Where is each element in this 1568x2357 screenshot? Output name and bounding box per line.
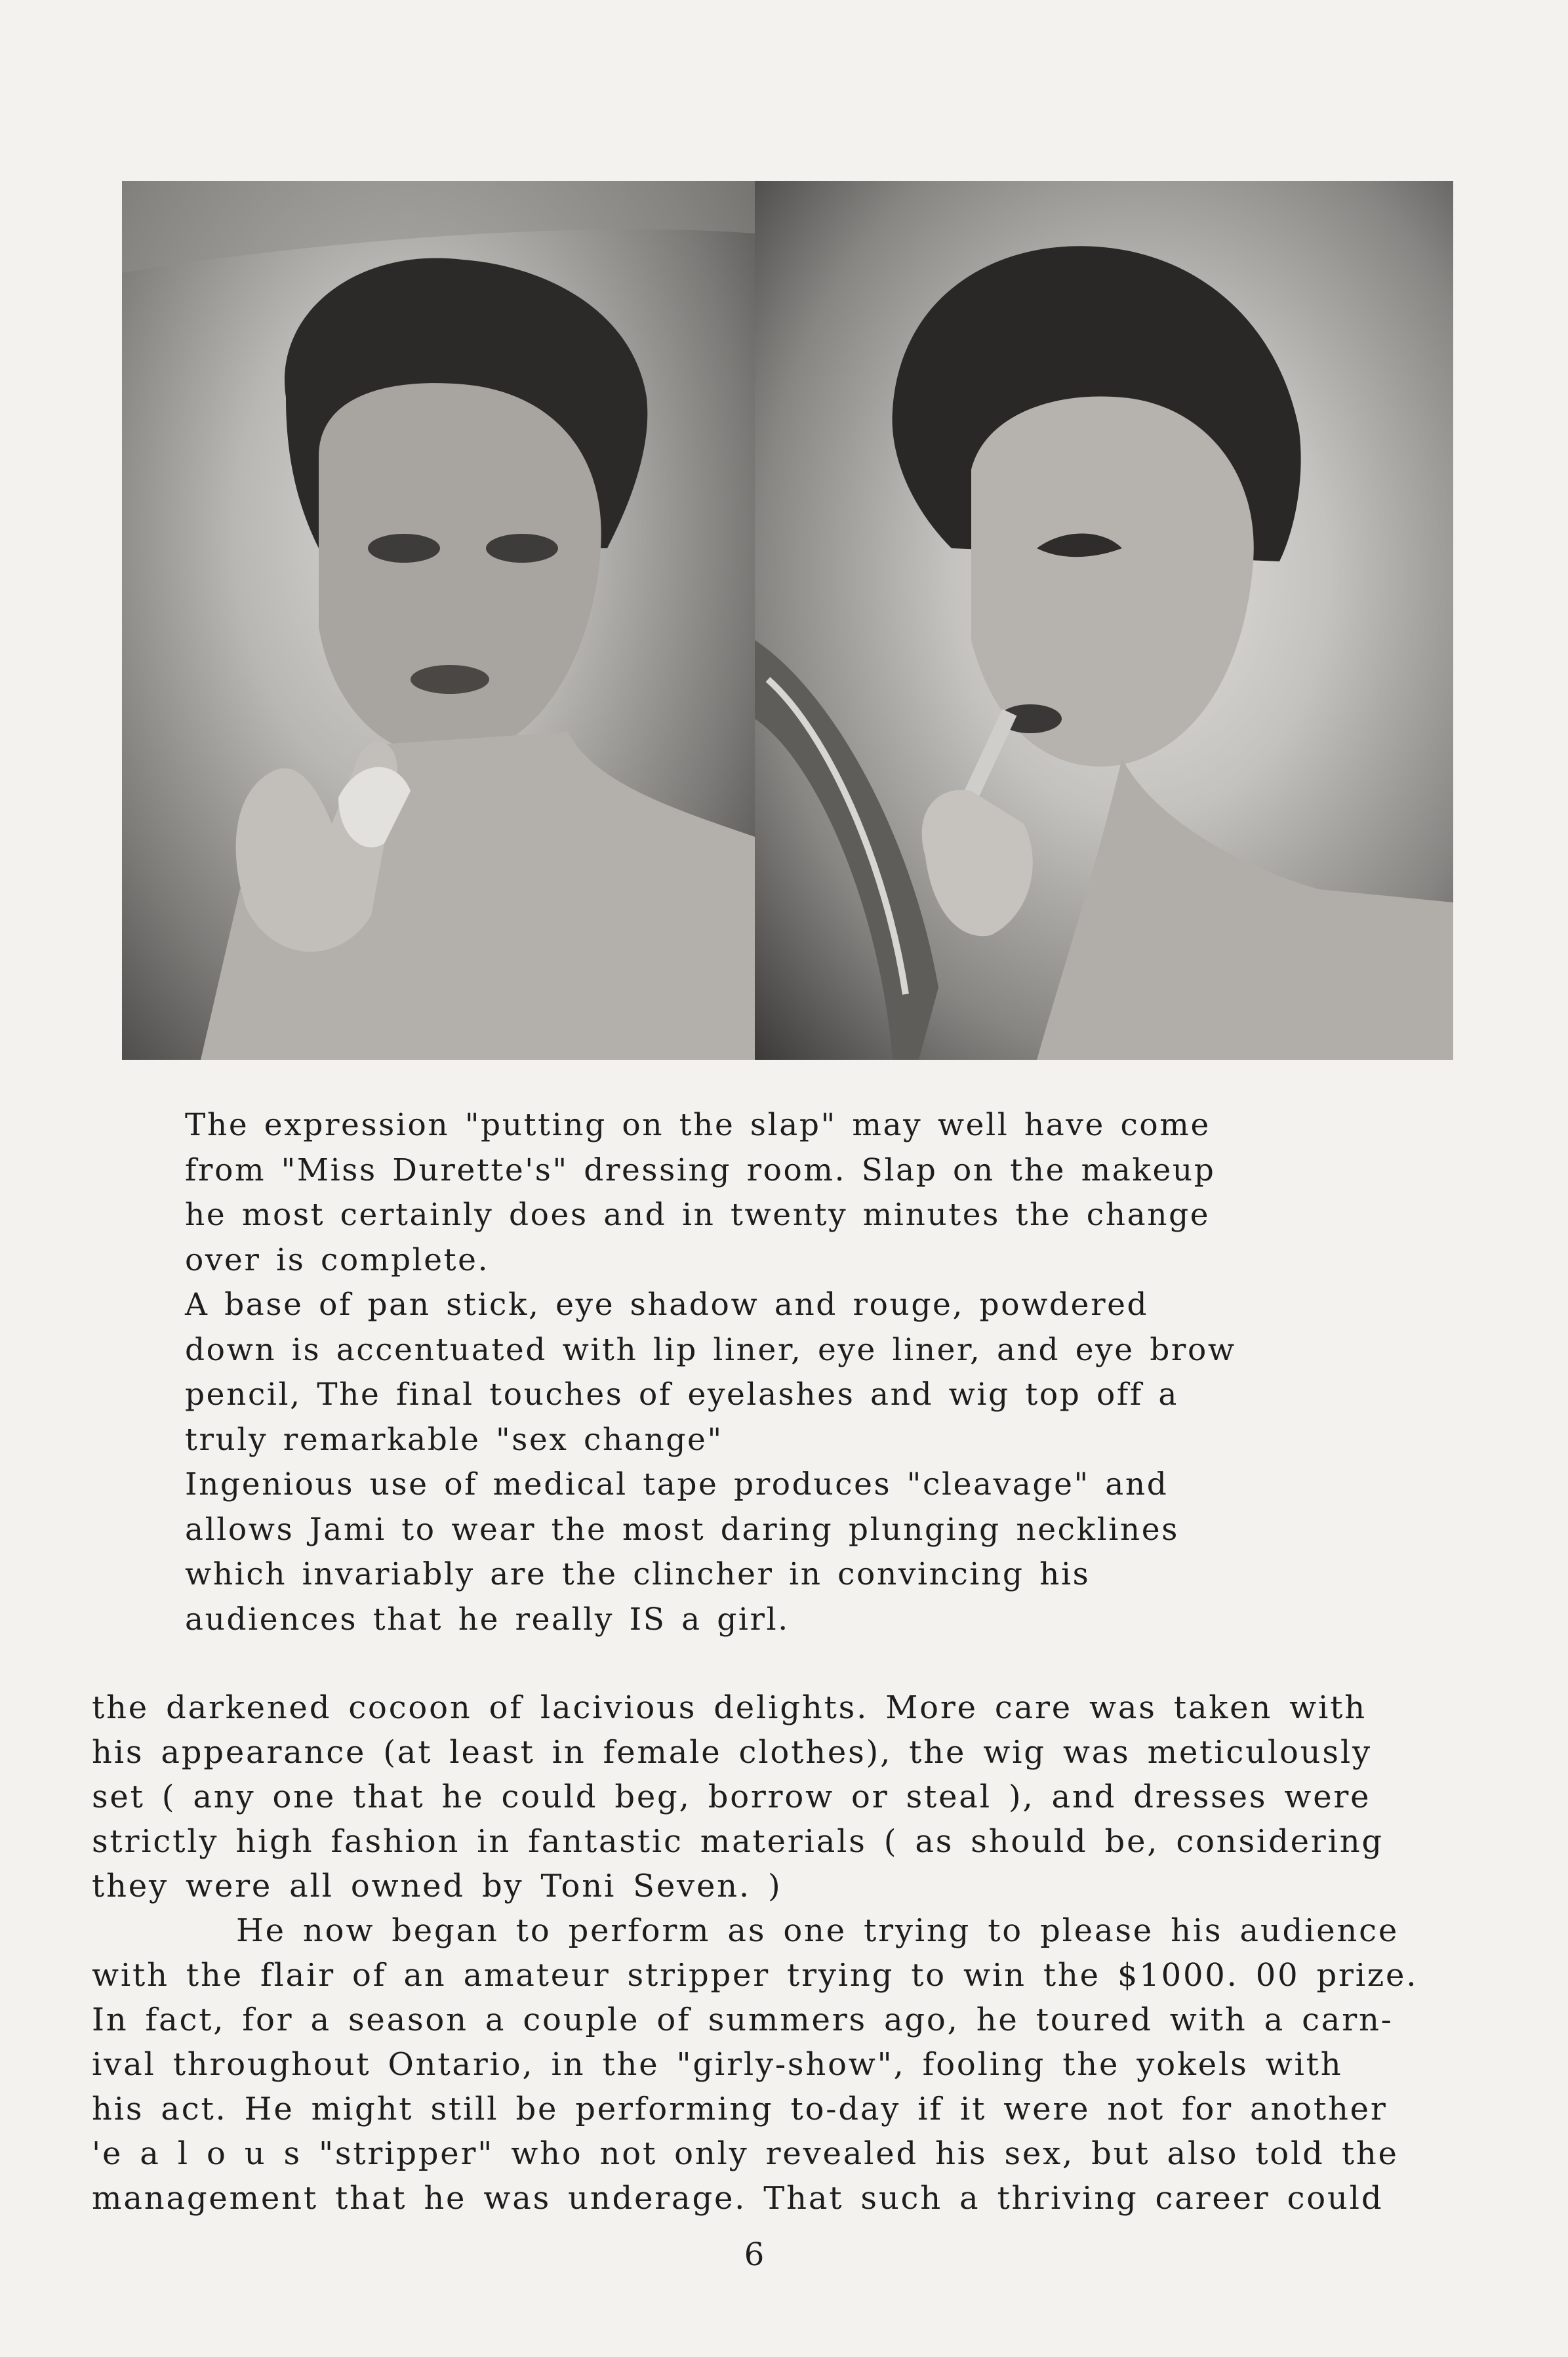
photo-strip	[122, 181, 1453, 1060]
caption-line: pencil, The final touches of eyelashes and wig top off a	[185, 1377, 1179, 1413]
body-line: his act. He might still be performing to-day if it were not for another	[92, 2091, 1388, 2127]
body-line: set ( any one that he could beg, borrow or steal ), and dresses were	[92, 1779, 1371, 1815]
body-line: they were all owned by Toni Seven. )	[92, 1868, 782, 1904]
body-line: his appearance (at least in female clothes), the wig was meticulously	[92, 1734, 1372, 1771]
body-line: In fact, for a season a couple of summers ago, he toured with a carn-	[92, 2002, 1394, 2038]
caption-line: down is accentuated with lip liner, eye liner, and eye brow	[185, 1331, 1236, 1368]
body-line: management that he was underage. That such a thriving career could	[92, 2180, 1384, 2217]
caption-line: truly remarkable "sex change"	[185, 1421, 723, 1458]
portrait-left-illustration	[122, 181, 755, 1060]
caption-line: allows Jami to wear the most daring plunging necklines	[185, 1511, 1179, 1548]
caption-line: A base of pan stick, eye shadow and rouge, powdered	[185, 1287, 1149, 1323]
body-line: 'e a l o u s "stripper" who not only revealed his sex, but also told the	[92, 2135, 1399, 2172]
caption-line: from "Miss Durette's" dressing room. Slap on the makeup	[185, 1152, 1216, 1188]
body-line: with the flair of an amateur stripper trying to win the $1000. 00 prize.	[92, 1957, 1418, 1994]
body-line: He now began to perform as one trying to please his audience	[236, 1912, 1399, 1949]
caption-line: Ingenious use of medical tape produces "cleavage" and	[185, 1466, 1169, 1502]
caption-line: audiences that he really IS a girl.	[185, 1601, 790, 1638]
body-line: ival throughout Ontario, in the "girly-show", fooling the yokels with	[92, 2046, 1343, 2083]
caption-line: The expression "putting on the slap" may well have come	[185, 1107, 1211, 1143]
caption-line: he most certainly does and in twenty minutes the change	[185, 1197, 1211, 1233]
caption-line: over is complete.	[185, 1241, 490, 1278]
portrait-right-illustration	[755, 181, 1453, 1060]
body-text	[92, 1685, 1476, 2221]
body-line: the darkened cocoon of lacivious delights. More care was taken with	[92, 1689, 1367, 1726]
photo-applying-lipstick-right	[755, 181, 1453, 1060]
caption-line: which invariably are the clincher in convincing his	[185, 1556, 1091, 1592]
photo-caption	[185, 1103, 1431, 1642]
body-line: strictly high fashion in fantastic materials ( as should be, considering	[92, 1823, 1384, 1860]
photo-applying-makeup-left	[122, 181, 755, 1060]
page-number: 6	[744, 2236, 765, 2273]
